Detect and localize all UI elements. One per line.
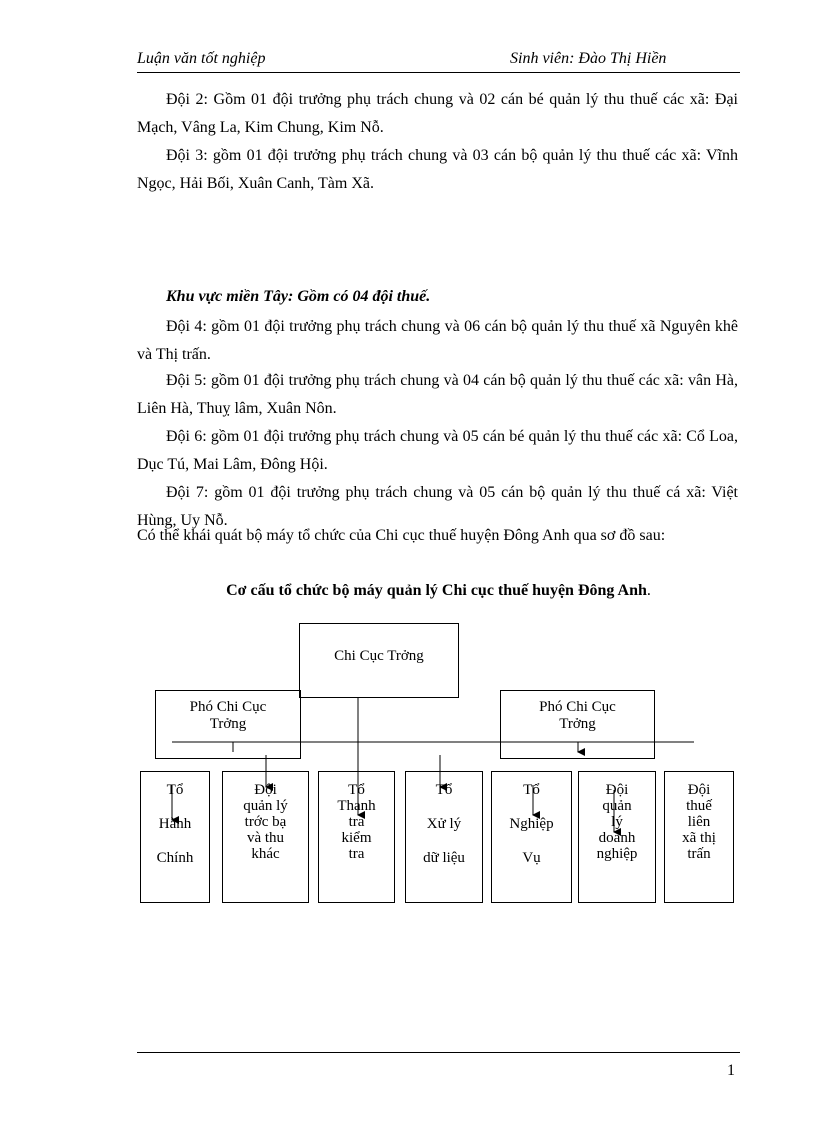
unit-line: tra — [348, 846, 365, 862]
unit-line: doanh — [598, 830, 636, 846]
deputy-right-line-2: Trởng — [559, 716, 596, 732]
org-unit-to-nghiep-vu — [491, 771, 572, 903]
footer-rule — [137, 1052, 740, 1053]
unit-line: quản — [602, 798, 632, 814]
unit-line: thuế — [686, 798, 712, 814]
org-unit-doi-thue-lien-xa — [664, 771, 734, 903]
unit-line: quản lý — [243, 798, 288, 814]
unit-line: Hành — [158, 816, 192, 832]
paragraph-doi-3: Đội 3: gồm 01 đội trưởng phụ trách chung và 03 cán bộ quản lý thu thuế các xã: Vĩnh Ngọc, Hải Bối, Xuân Canh, Tàm Xã. — [137, 147, 738, 192]
org-box-deputy-right — [500, 690, 655, 759]
deputy-left-line-1: Phó Chi Cục — [189, 699, 267, 715]
unit-line: Tổ — [435, 782, 453, 798]
unit-line: Xử lý — [426, 816, 462, 832]
org-box-chi-cuc-truong — [299, 623, 459, 698]
unit-line: và thu — [246, 830, 285, 846]
unit-line: tra — [348, 814, 365, 830]
header-thesis-label: Luận văn tốt nghiệp — [137, 50, 266, 67]
unit-line: trớc bạ — [244, 814, 287, 830]
org-unit-to-hanh-chinh — [140, 771, 210, 903]
org-unit-to-thanh-tra — [318, 771, 395, 903]
unit-line: kiểm — [341, 830, 372, 846]
unit-line: Đội — [687, 782, 711, 798]
org-unit-doi-doanh-nghiep — [578, 771, 656, 903]
header-student-name: Sinh viên: Đào Thị Hiền — [510, 50, 667, 67]
org-box-deputy-left — [155, 690, 301, 759]
paragraph-doi-6: Đội 6: gồm 01 đội trưởng phụ trách chung và 05 cán bé quản lý thu thuế các xã: Cổ Loa, Dục Tú, Mai Lâm, Đông Hội. — [137, 428, 738, 473]
paragraph-doi-4: Đội 4: gồm 01 đội trưởng phụ trách chung và 06 cán bộ quản lý thu thuế xã Nguyên khê và Thị trấn. — [137, 318, 738, 363]
unit-line: Tổ — [166, 782, 184, 798]
section-heading-mien-tay: Khu vực miền Tây: Gồm có 04 đội thuế. — [166, 288, 431, 305]
unit-line: Đội — [605, 782, 629, 798]
unit-line: Thanh — [337, 798, 376, 814]
paragraph-doi-7: Đội 7: gồm 01 đội trưởng phụ trách chung và 05 cán bộ quản lý thu thuế cá xã: Việt Hùng, Uy Nỗ. — [137, 484, 738, 529]
unit-line: Tổ — [523, 782, 540, 798]
org-unit-to-xu-ly-du-lieu — [405, 771, 483, 903]
deputy-left-line-2: Trởng — [209, 716, 247, 732]
org-unit-doi-truoc-ba — [222, 771, 309, 903]
unit-line: Tổ — [348, 782, 365, 798]
org-chart-title: Cơ cấu tổ chức bộ máy quản lý Chi cục thuế huyện Đông Anh. — [226, 582, 651, 599]
unit-line: Chính — [156, 850, 194, 866]
unit-line: nghiệp — [596, 846, 638, 862]
paragraph-doi-2: Đội 2: Gồm 01 đội trưởng phụ trách chung và 02 cán bé quản lý thu thuế các xã: Đại Mạch, Vâng La, Kim Chung, Kim Nỗ. — [137, 91, 738, 136]
unit-line: liên — [687, 814, 711, 830]
page-number: 1 — [727, 1062, 735, 1079]
unit-line: xã thị — [682, 830, 716, 846]
paragraph-doi-5: Đội 5: gồm 01 đội trưởng phụ trách chung và 04 cán bộ quản lý thu thuế các xã: vân Hà, Liên Hà, Thuỵ lâm, Xuân Nôn. — [137, 372, 738, 417]
unit-line: lý — [611, 814, 623, 830]
unit-line: Nghiệp — [509, 816, 554, 832]
deputy-right-line-1: Phó Chi Cục — [539, 699, 616, 715]
unit-line: khác — [251, 846, 280, 862]
unit-line: trấn — [687, 846, 711, 862]
summary-paragraph: Có thể khái quát bộ máy tổ chức của Chi cục thuế huyện Đông Anh qua sơ đồ sau: — [137, 527, 666, 544]
unit-line: dữ liệu — [423, 850, 465, 866]
org-box-chi-cuc-truong-label: Chi Cục Trởng — [334, 648, 424, 664]
unit-line: Đội — [254, 782, 277, 798]
unit-line: Vụ — [522, 850, 541, 866]
